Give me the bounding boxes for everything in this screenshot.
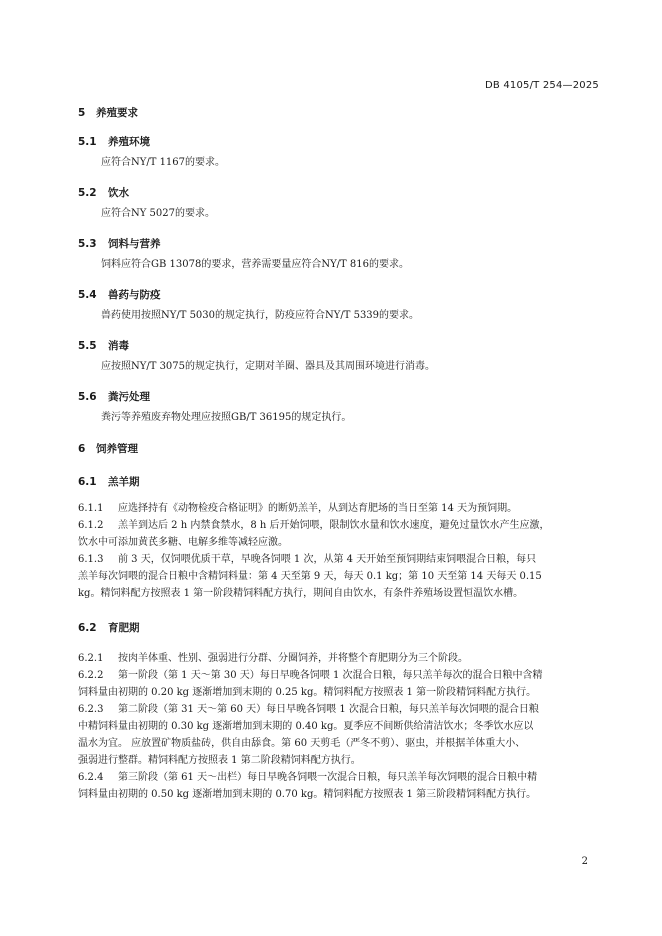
subsection-number: 5.3 — [78, 238, 97, 250]
clause-6-1-3 — [78, 551, 598, 602]
clause-line — [78, 551, 598, 568]
subsection-number: 6.2 — [78, 622, 97, 634]
subsection-heading-5-3 — [78, 232, 598, 256]
subsection-title: 消毒 — [108, 340, 129, 352]
clause-line — [78, 701, 598, 718]
clause-text: 按肉羊体重、性别、强弱进行分群、分圈饲养，并将整个育肥期分为三个阶段。 — [118, 653, 468, 664]
clause-number: 6.2.4 — [78, 772, 104, 783]
clause-6-1-2 — [78, 517, 598, 551]
clause-line — [78, 517, 598, 534]
paragraph-5-1: 应符合NY/T 1167的要求。 — [101, 157, 226, 168]
clause-line: 饲料量由初期的 0.20 kg 逐渐增加到末期的 0.25 kg。精饲料配方按照表 1 第一阶段精饲料配方执行。 — [78, 687, 537, 698]
subsection-title: 饲料与营养 — [108, 238, 161, 250]
clause-text: 第一阶段（第 1 天～第 30 天）每日早晚各饲喂 1 次混合日粮，每只羔羊每次的混合日粮中含精 — [118, 670, 543, 681]
subsection-heading-5-6 — [78, 385, 598, 409]
subsection-heading-5-4 — [78, 283, 598, 307]
section-title: 养殖要求 — [96, 107, 138, 119]
subsection-title: 饮水 — [108, 187, 129, 199]
clause-line — [78, 769, 598, 786]
subsection-heading-5-1 — [78, 130, 598, 154]
subsection-title: 羔羊期 — [108, 476, 140, 488]
paragraph-5-3: 饲料应符合GB 13078的要求，营养需要量应符合NY/T 816的要求。 — [101, 259, 409, 270]
clause-6-2-3 — [78, 701, 598, 769]
subsection-heading-5-5 — [78, 334, 598, 358]
clause-line: 中精饲料量由初期的 0.30 kg 逐渐增加到末期的 0.40 kg。夏季应不间断供给清洁饮水；冬季饮水应以 — [78, 721, 534, 732]
section-number: 5 — [78, 107, 86, 119]
section-number: 6 — [78, 443, 86, 455]
clause-text: 羔羊到达后 2 h 内禁食禁水，8 h 后开始饲喂，限制饮水量和饮水速度，避免过量饮水产生应激， — [118, 520, 550, 531]
clause-line: kg。精饲料配方按照表 1 第一阶段精饲料配方执行，期间自由饮水，有条件养殖场设置恒温饮水槽。 — [78, 588, 524, 599]
clause-line: 饮水中可添加黄芪多糖、电解多维等减轻应激。 — [78, 537, 288, 548]
clause-line — [78, 500, 598, 517]
subsection-number: 5.1 — [78, 136, 97, 148]
clause-line: 饲料量由初期的 0.50 kg 逐渐增加到末期的 0.70 kg。精饲料配方按照表 1 第三阶段精饲料配方执行。 — [78, 789, 537, 800]
clause-number: 6.2.3 — [78, 704, 104, 715]
paragraph-5-4: 兽药使用按照NY/T 5030的规定执行，防疫应符合NY/T 5339的要求。 — [101, 310, 420, 321]
subsection-heading-6-2 — [78, 616, 598, 640]
paragraph-5-2: 应符合NY 5027的要求。 — [101, 208, 215, 219]
subsection-title: 育肥期 — [108, 622, 140, 634]
clause-text: 第三阶段（第 61 天～出栏）每日早晚各饲喂一次混合日粮，每只羔羊每次饲喂的混合日粮中精 — [118, 772, 538, 783]
document-body — [78, 102, 598, 803]
section-heading-5 — [78, 102, 598, 124]
clause-number: 6.2.1 — [78, 653, 104, 664]
subsection-title: 粪污处理 — [108, 391, 150, 403]
clause-6-2-4 — [78, 769, 598, 803]
clause-line — [78, 650, 598, 667]
subsection-number: 6.1 — [78, 476, 97, 488]
subsection-title: 养殖环境 — [108, 136, 150, 148]
clause-line — [78, 667, 598, 684]
clause-number: 6.1.1 — [78, 503, 104, 514]
page-number: 2 — [581, 856, 588, 867]
section-heading-6 — [78, 438, 598, 460]
clause-6-2-2 — [78, 667, 598, 701]
section-title: 饲养管理 — [96, 443, 138, 455]
clause-text: 第二阶段（第 31 天～第 60 天）每日早晚各饲喂 1 次混合日粮，每只羔羊每次饲喂的混合日粮 — [118, 704, 539, 715]
subsection-number: 5.6 — [78, 391, 97, 403]
subsection-number: 5.2 — [78, 187, 97, 199]
clause-number: 6.2.2 — [78, 670, 104, 681]
subsection-heading-6-1 — [78, 470, 598, 494]
clause-line: 羔羊每次饲喂的混合日粮中含精饲料量：第 4 天至第 9 天，每天 0.1 kg；第 10 天至第 14 天每天 0.15 — [78, 571, 542, 582]
clause-6-2-1 — [78, 650, 598, 667]
subsection-title: 兽药与防疫 — [108, 289, 161, 301]
document-code: DB 4105/T 254—2025 — [485, 80, 599, 91]
clause-text: 应选择持有《动物检疫合格证明》的断奶羔羊，从到达育肥场的当日至第 14 天为预饲期。 — [118, 503, 518, 514]
subsection-number: 5.5 — [78, 340, 97, 352]
subsection-number: 5.4 — [78, 289, 97, 301]
clause-6-1-1 — [78, 500, 598, 517]
subsection-heading-5-2 — [78, 181, 598, 205]
clause-line: 温水为宜。 应放置矿物质盐砖，供自由舔食。第 60 天剪毛（严冬不剪）、驱虫，并根据羊体重大小、 — [78, 738, 526, 749]
clause-number: 6.1.2 — [78, 520, 104, 531]
clause-text: 前 3 天，仅饲喂优质干草，早晚各饲喂 1 次，从第 4 天开始至预饲期结束饲喂混合日粮，每只 — [118, 554, 537, 565]
paragraph-5-5: 应按照NY/T 3075的规定执行，定期对羊圈、器具及其周围环境进行消毒。 — [101, 361, 436, 372]
clause-number: 6.1.3 — [78, 554, 104, 565]
paragraph-5-6: 粪污等养殖废弃物处理应按照GB/T 36195的规定执行。 — [101, 412, 352, 423]
clause-line: 强弱进行整群。精饲料配方按照表 1 第二阶段精饲料配方执行。 — [78, 755, 361, 766]
